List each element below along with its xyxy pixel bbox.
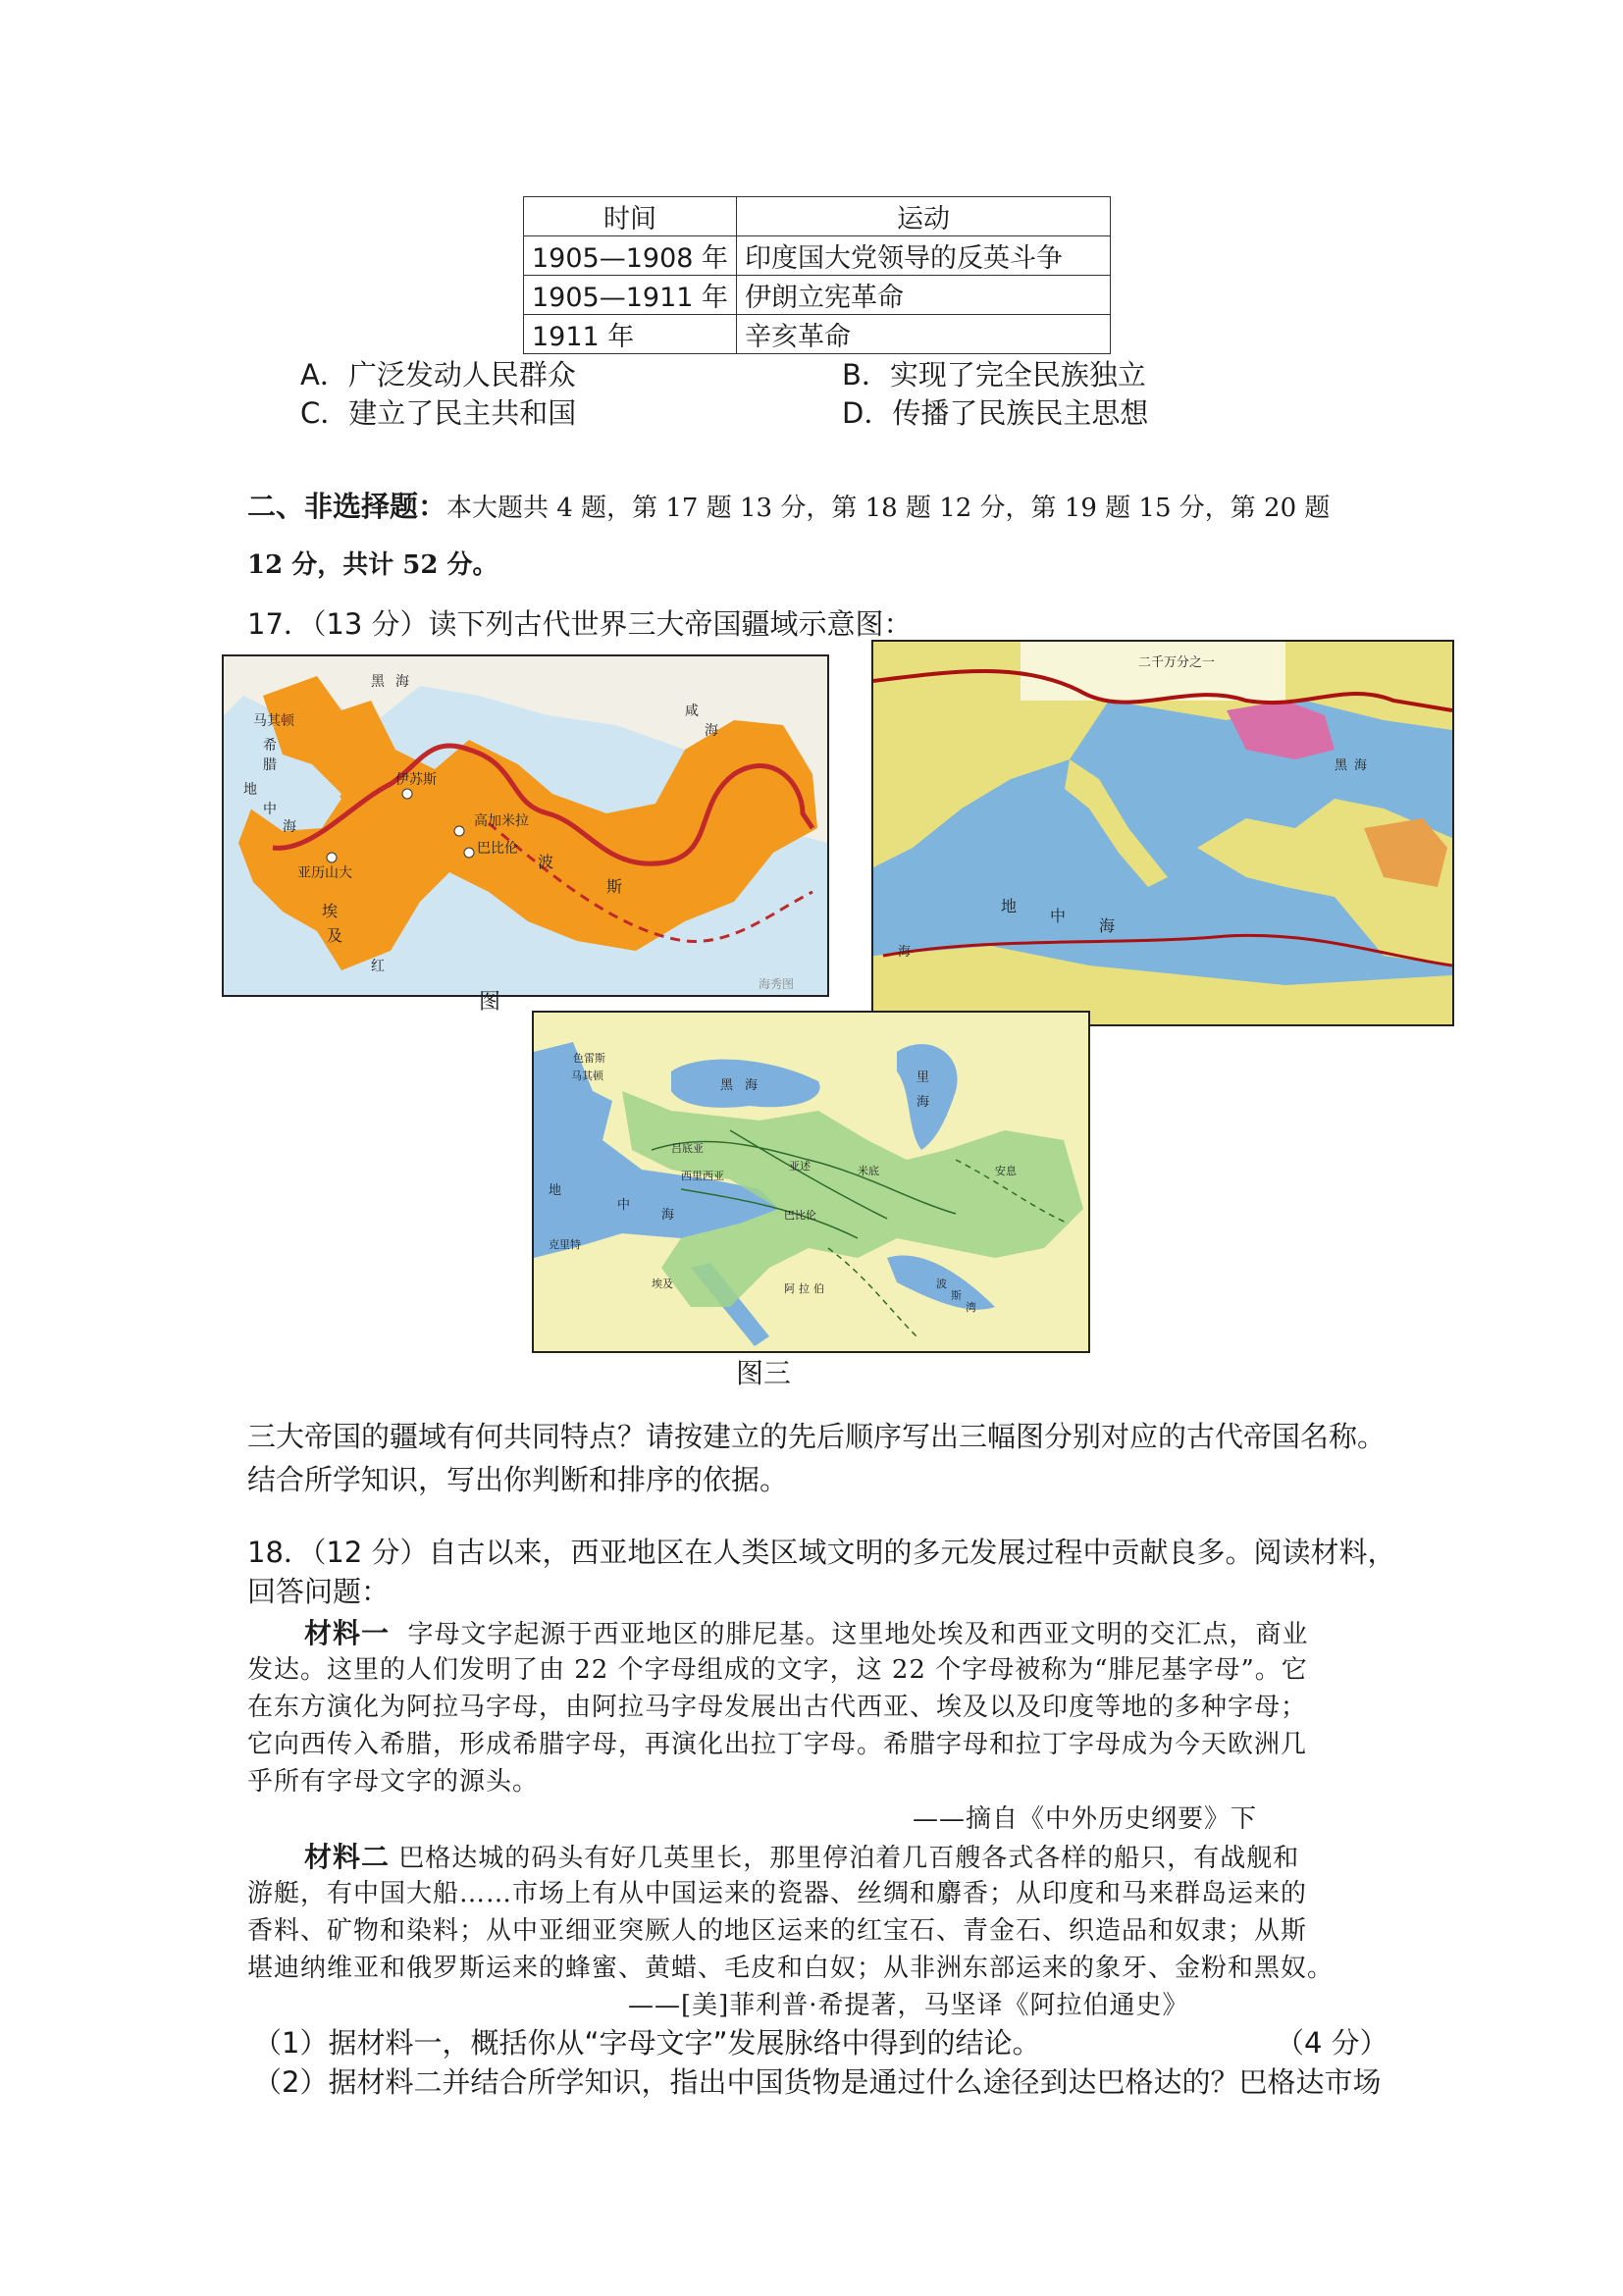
map1-label: 海 [395,674,409,690]
option-c: C．建立了民主共和国 [300,396,577,430]
q17-stem: 17．（13 分）读下列古代世界三大帝国疆域示意图： [247,607,913,641]
movements-table [523,196,1111,354]
table-row [524,276,1111,315]
map3-label: 亚述 [789,1160,811,1173]
map2-label: 海 [1099,916,1116,935]
map3-label: 吕底亚 [671,1142,704,1155]
material1-line: 在东方演化为阿拉马字母，由阿拉马字母发展出古代西亚、埃及以及印度等地的多种字母； [247,1693,1308,1722]
material1-source: ——摘自《中外历史纲要》下 [913,1804,1258,1834]
material1-line: 材料一 字母文字起源于西亚地区的腓尼基。这里地处埃及和西亚文明的交汇点，商业 [304,1617,1309,1649]
table-cell: 1905—1911 年 [524,276,737,315]
table-header-movement: 运动 [737,197,1111,236]
map3-label: 色雷斯 [573,1052,605,1065]
material2-line: 堪迪纳维亚和俄罗斯运来的蜂蜜、黄蜡、毛皮和白奴；从非洲东部运来的象牙、金粉和黑奴。 [247,1954,1335,1983]
map3-label: 湾 [966,1301,976,1314]
section-desc-line1: 本大题共 4 题，第 17 题 13 分，第 18 题 12 分，第 19 题 15 分，第 20 题 [446,494,1331,523]
table-header-time: 时间 [524,197,737,236]
map2-label: 海 [1354,758,1368,773]
map1-marker-babylon [464,848,474,858]
map3-label: 海 [745,1078,759,1093]
table-row [524,315,1111,354]
map3-label: 埃及 [652,1278,673,1290]
map3-label: 海 [916,1095,930,1110]
material2-line: 材料二 巴格达城的码头有好几英里长，那里停泊着几百艘各式各样的船只，有战舰和 [304,1841,1300,1873]
material1-line: 发达。这里的人们发明了由 22 个字母组成的文字，这 22 个字母被称为“腓尼基字母”。它 [247,1655,1308,1685]
map1-label: 黑 [371,674,385,690]
map3-label: 斯 [951,1289,962,1302]
map1-label: 埃 [322,902,339,920]
map2-label: 中 [1050,907,1067,925]
section-heading [247,485,1330,525]
map3-label: 里 [916,1070,930,1085]
map1-caption: 图 [479,990,501,1015]
map3-label: 马其顿 [571,1070,603,1082]
map-roman-empire [871,640,1454,1026]
map2-svg [873,642,1452,1024]
material1-line: 它向西传入希腊，形成希腊字母，再演化出拉丁字母。希腊字母和拉丁字母成为今天欧洲几 [247,1730,1308,1759]
map3-label: 安息 [995,1165,1017,1177]
map3-caption: 图三 [736,1357,792,1389]
map3-label: 克里特 [549,1238,581,1251]
table-cell: 辛亥革命 [737,315,1111,354]
map3-svg [534,1013,1088,1351]
map3-label: 伯 [813,1282,824,1295]
map1-label: 高加米拉 [474,813,529,829]
map3-label: 波 [936,1278,947,1290]
q17-question-line1: 三大帝国的疆域有何共同特点？请按建立的先后顺序写出三幅图分别对应的古代帝国名称。 [247,1420,1387,1453]
table-cell: 1905—1908 年 [524,236,737,276]
map3-label: 黑 [720,1078,734,1093]
material2-label: 材料二 [304,1841,391,1873]
map3-label: 中 [617,1198,631,1213]
q18-sub1-score: （4 分） [1276,2026,1388,2060]
map3-label: 巴比伦 [784,1209,816,1222]
section-title: 二、非选择题： [247,490,447,523]
q18-sub2: （2）据材料二并结合所学知识，指出中国货物是通过什么途径到达巴格达的？巴格达市场 [253,2065,1382,2099]
map2-label: 海 [898,945,912,960]
map1-label: 腊 [263,757,277,773]
map3-label: 西里西亚 [681,1170,724,1182]
map1-label: 希 [263,738,277,754]
q18-stem-line2: 回答问题： [247,1575,391,1608]
q18-sub1: （1）据材料一，概括你从“字母文字”发展脉络中得到的结论。 [253,2026,1041,2060]
table-header-row [524,197,1111,236]
table-row [524,236,1111,276]
map2-label: 地 [1001,897,1018,915]
map1-label: 中 [263,802,277,817]
map1-svg [224,656,827,995]
material2-line: 香料、矿物和染料；从中亚细亚突厥人的地区运来的红宝石、青金石、织造品和奴隶；从斯 [247,1916,1308,1946]
map1-marker-issus [402,789,412,799]
section-desc-line2: 12 分，共计 52 分。 [247,550,498,580]
map-alexander-empire [222,654,829,997]
map2-legend-box [1021,642,1285,701]
q17-question-line2: 结合所学知识，写出你判断和排序的依据。 [247,1463,789,1496]
map1-label: 海 [283,819,296,835]
option-b: B．实现了完全民族独立 [842,358,1146,391]
option-d: D．传播了民族民主思想 [842,396,1149,430]
map3-label: 地 [549,1183,562,1198]
map1-label: 马其顿 [253,713,294,729]
map1-label: 红 [371,959,385,974]
table-cell: 印度国大党领导的反英斗争 [737,236,1111,276]
map1-marker-gaugamela [454,826,464,836]
material1-label: 材料一 [304,1617,391,1649]
map3-label: 米底 [858,1165,879,1177]
q18-stem-line1: 18．（12 分）自古以来，西亚地区在人类区域文明的多元发展过程中贡献良多。阅读材料， [247,1536,1396,1569]
material2-source: ——[美]菲利普·希提著，马坚译《阿拉伯通史》 [628,1991,1189,2020]
map3-label: 阿 [784,1282,795,1295]
map-persian-empire [532,1011,1090,1353]
option-a: A．广泛发动人民群众 [300,358,576,391]
map1-label: 波 [538,853,554,871]
table-cell: 伊朗立宪革命 [737,276,1111,315]
map3-label: 海 [661,1208,675,1223]
map2-legend-title: 二千万分之一 [1138,655,1216,670]
map1-label: 海 [705,723,718,739]
map3-label: 拉 [799,1282,810,1295]
map1-label: 伊苏斯 [395,772,437,788]
map1-label: 亚历山大 [297,865,352,881]
map1-watermark: 海秀图 [759,977,795,991]
material2-line: 游艇，有中国大船……市场上有从中国运来的瓷器、丝绸和麝香；从印度和马来群岛运来的 [247,1879,1308,1908]
table-cell: 1911 年 [524,315,737,354]
map1-label: 巴比伦 [477,841,518,857]
material1-line: 乎所有字母文字的源头。 [247,1767,540,1797]
map1-label: 咸 [685,704,699,719]
map1-label: 地 [243,782,257,798]
map1-label: 及 [327,926,343,945]
map1-marker-alexandria [327,853,337,862]
map2-label: 黑 [1335,758,1348,773]
map1-label: 斯 [606,877,623,896]
